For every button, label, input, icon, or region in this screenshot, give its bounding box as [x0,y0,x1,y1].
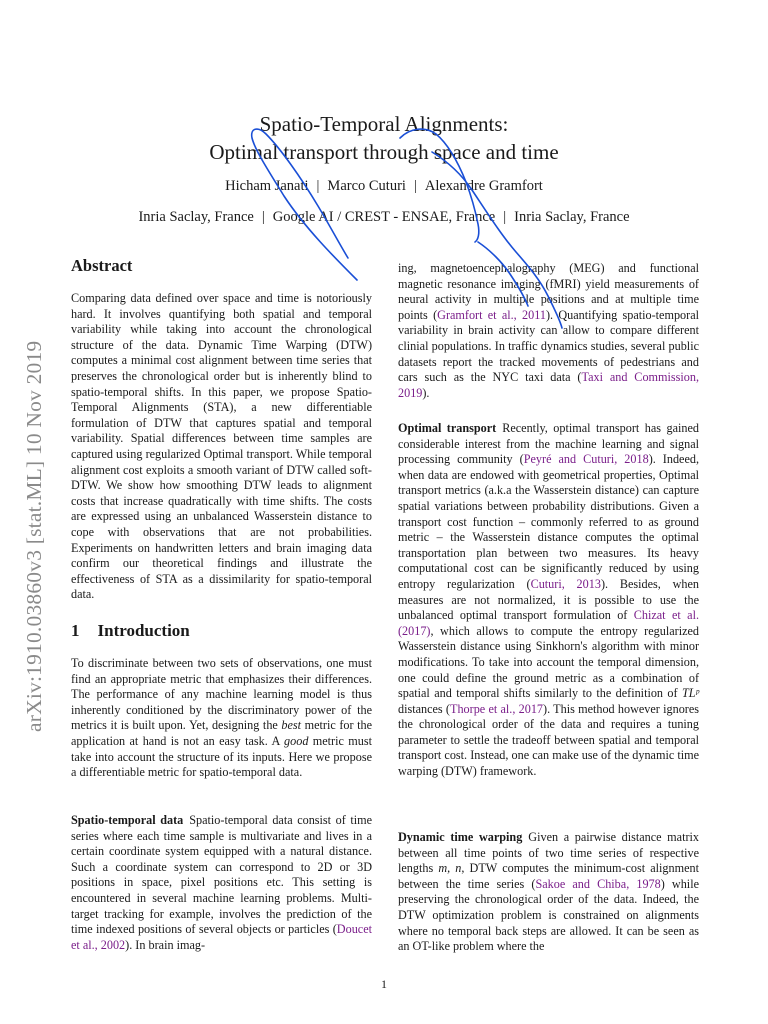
abstract-text: Comparing data defined over space and time is notoriously hard. It involves quantifying both spatial and temporal variability while taking into account the chronological structure of the data. Dynamic Time Warping (DTW) computes a minimal cost alignment between time series that preserves the chronological order but is inherently blind to spatio-temporal shifts. In this paper, we propose Spatio-Temporal Alignments (STA), a new differentiable formulation of DTW that captures spatial and temporal variability. Spatial differences between time samples are captured using regularized Optimal transport. While temporal alignment cost exploits a smooth variant of DTW called soft-DTW. We show how smoothing DTW leads to alignment costs that increase quadratically with time shifts. The costs are expressed using an unbalanced Wasserstein distance to cope with observations that are not probabilities. Experiments on handwritten letters and brain imaging data confirm our theoretical findings and illustrate the effectiveness of STA as a dissimilarity for spatio-temporal data. [71,291,372,602]
author-name: Alexandre Gramfort [424,178,543,194]
right-paragraph-1 [398,261,699,401]
affiliation: Inria Saclay, France [138,209,254,225]
author-name: Marco Cuturi [327,178,406,194]
emphasis: best [281,718,302,733]
paragraph-heading: Dynamic time warping [398,830,523,844]
intro-paragraph-1 [71,656,372,781]
author-list: Hicham Janati | Marco Cuturi | Alexandre Gramfort [225,178,543,194]
text-run: ). Besides, when measures are not normalized, it is possible to use the unbalanced optimal transport formulation of [398,576,699,623]
text-run: ing, magnetoencephalography (MEG) and functional magnetic resonance imaging (fMRI) yield measurements of neural activity in multiple positions and at multiple time points ( [398,261,699,322]
text-run: Given a pairwise distance matrix between all time points of two time series of respective lengths [398,830,699,876]
text-run: , DTW computes the minimum-cost alignment between the time series ( [398,861,699,891]
abstract-body [71,291,372,603]
text-run: metric must take into account the structure of its inputs. Here we propose a differentiable metric for spatio-temporal data. [71,733,372,780]
text-run: ) while preserving the chronological order of the data. Indeed, the DTW optimization problem is constrained on alignments where no temporal back steps are allowed. It can be seen as an OT-like problem where the [398,876,699,954]
title-line-2: Optimal transport through space and time [209,140,559,164]
citation-link[interactable]: Sakoe and Chiba, 1978 [535,876,661,891]
citation-link[interactable]: Chizat et al. (2017) [398,608,700,638]
paragraph-optimal-transport [398,421,699,780]
text-run: ). This method however ignores the chronological order of the data and requires a tuning parameter to settle the tradeoff between spatial and temporal transport cost. Instead, one can make use of the dynamic time warping (DTW) framework. [398,701,700,779]
text-run: , which allows to compute the entropy regularized Wasserstein distance using Sinkhorn's algorithm with minor modifications. To take into account the temporal dimension, one could define the ground metric as a combination of spatial and temporal shifts similarly to the definition of [398,623,699,701]
text-run: distances ( [398,701,450,716]
section-heading-introduction [71,623,372,639]
title-line-1: Spatio-Temporal Alignments: [259,112,509,136]
citation-link[interactable]: Gramfort et al., 2011 [437,307,546,322]
affiliation-list: Inria Saclay, France | Google AI / CREST - ENSAE, France | Inria Saclay, France [138,209,630,225]
author-name: Hicham Janati [225,178,309,194]
section-title: Introduction [97,621,190,640]
paragraph-spatio-temporal-data [71,813,372,953]
text-run: ). In brain imag- [125,937,206,952]
affiliation: Google AI / CREST - ENSAE, France [272,209,496,225]
text-run: ). Quantifying spatio-temporal variability in brain activity can allow to compare different clinial populations. In traffic dynamics studies, several public datasets report the tracked movements of pedestrians and cars such as the NYC taxi data ( [398,307,699,385]
abstract-heading: Abstract [71,256,133,275]
emphasis: good [284,733,309,748]
paragraph-dynamic-time-warping [398,830,699,955]
citation-link[interactable]: Peyré and Cuturi, 2018 [523,452,649,467]
arxiv-identifier: arXiv:1910.03860v3 [stat.ML] 10 Nov 2019 [22,340,46,732]
math-expression: m, n [438,861,462,876]
page-number: 1 [381,977,387,991]
paragraph-heading: Optimal transport [398,421,497,435]
citation-link[interactable]: Cuturi, 2013 [530,576,601,591]
text-run: metric for the application at hand is not an easy task. A [71,718,373,748]
math-expression: TLᵖ [681,686,699,701]
text-run: ). Indeed, when data are endowed with geometrical properties, Optimal transport metrics (a.k.a the Wasserstein distance) can capture spatial variations between probability distributions. Given a transport cost function – commonly referred to as ground metric – the Wasserstein distance computes the optimal transportation plan between two measures. Its heavy computational cost can be significantly reduced by using entropy regularization ( [398,452,700,591]
section-number: 1 [71,621,80,640]
text-run: ). [422,385,430,400]
affiliation: Inria Saclay, France [514,209,630,225]
citation-link[interactable]: Taxi and Commission, 2019 [398,370,699,400]
text-run: Spatio-temporal data consist of time series where each time sample is multivariate and lives in a certain coordinate system equipped with a natural distance. Such a coordinate system can correspond to 2D or 3D positions in space, pixel positions etc. This setting is encountered in several machine learning problems. Multi-target tracking for example, involves the prediction of the time indexed positions of several objects or particles ( [71,813,372,937]
text-run: Recently, optimal transport has gained considerable interest from the machine learning and signal processing community ( [398,421,699,467]
citation-link[interactable]: Doucet et al., 2002 [71,922,372,952]
paragraph-heading: Spatio-temporal data [71,813,184,827]
citation-link[interactable]: Thorpe et al., 2017 [450,701,544,716]
text-run: To discriminate between two sets of observations, one must find an appropriate metric that emphasizes their differences. The performance of any machine learning model is thus inherently conditioned by the discriminatory power of the metrics it is built upon. Yet, designing the [71,656,372,733]
